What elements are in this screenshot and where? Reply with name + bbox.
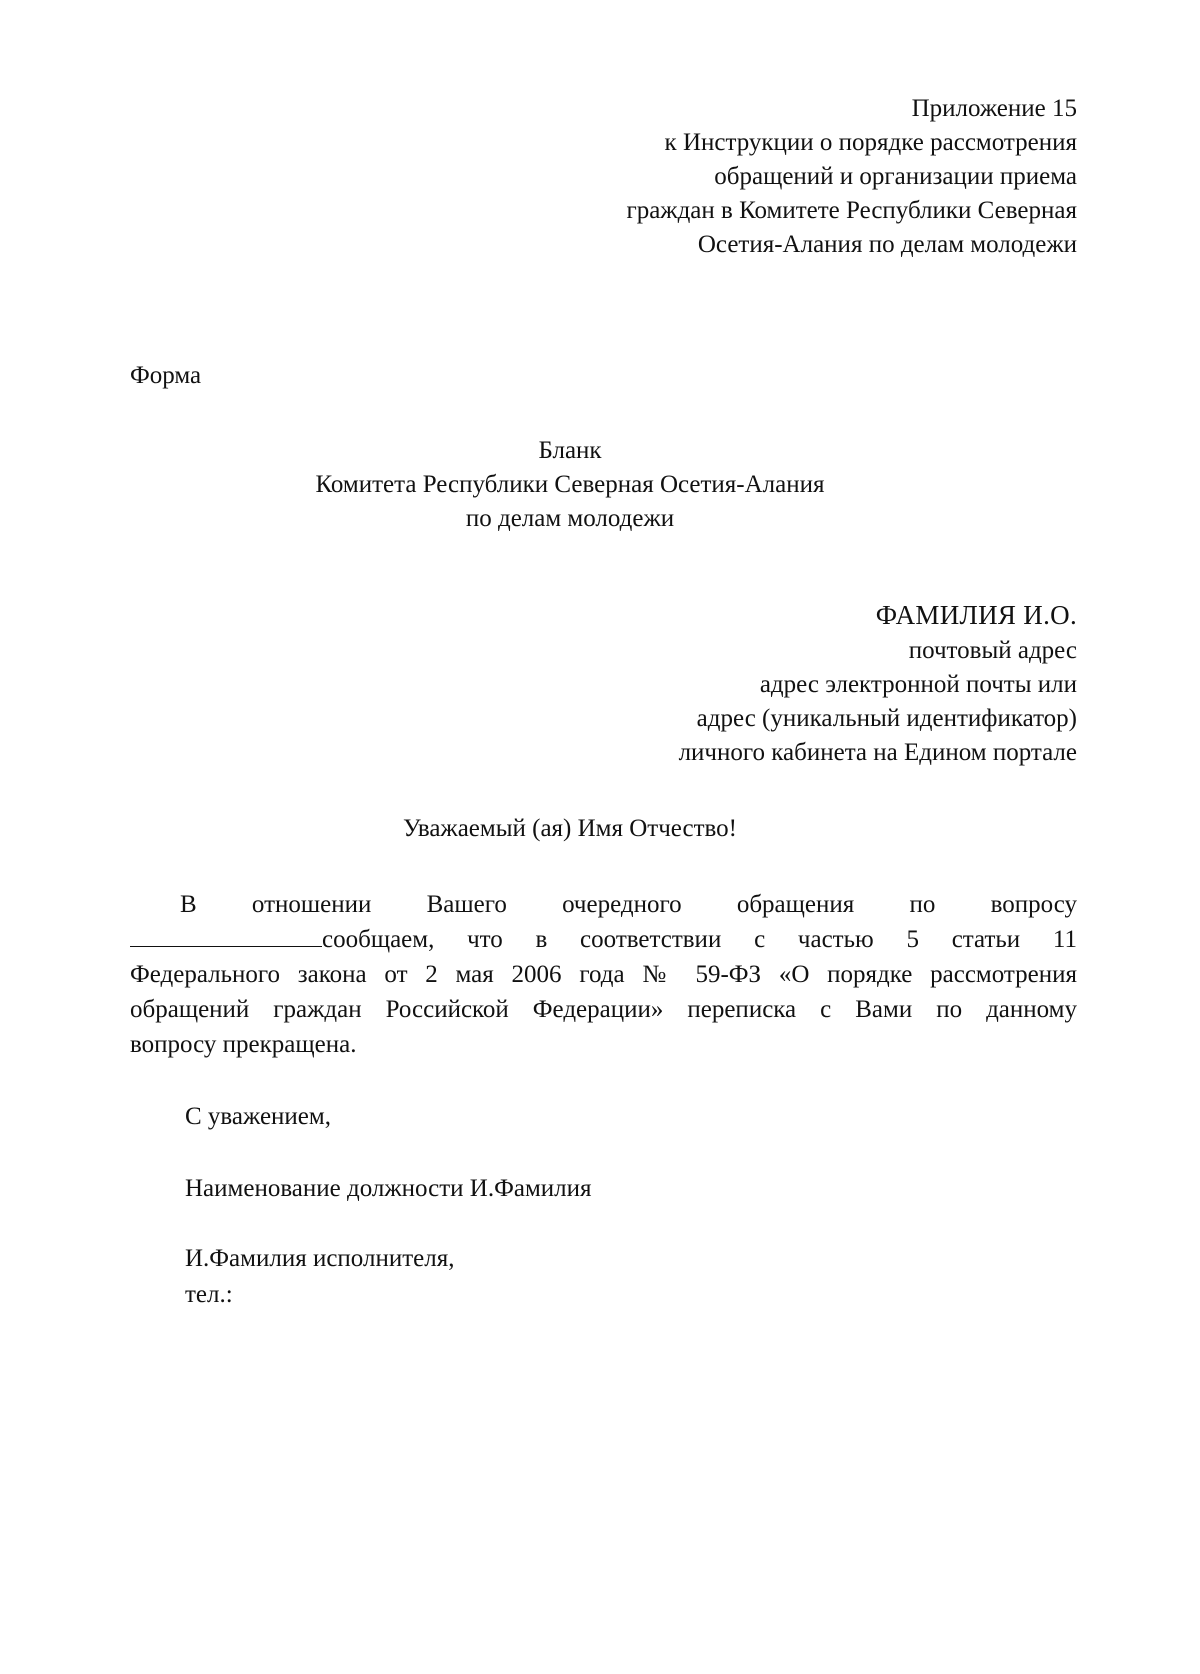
letterhead-blank <box>0 434 1140 536</box>
greeting: Уважаемый (ая) Имя Отчество! <box>402 815 738 842</box>
phone-line: тел.: <box>185 1281 233 1308</box>
executor-line: И.Фамилия исполнителя, <box>185 1245 455 1272</box>
recipient-line: личного кабинета на Едином портале <box>678 739 1077 766</box>
blank-title: Бланк <box>538 437 602 464</box>
appendix-line: Осетия-Алания по делам молодежи <box>697 231 1077 258</box>
recipient-line: адрес электронной почты или <box>759 671 1077 698</box>
recipient-block <box>679 598 1077 770</box>
signatory-line: Наименование должности И.Фамилия <box>185 1175 592 1202</box>
blank-line: Комитета Республики Северная Осетия-Алания <box>315 471 825 498</box>
form-label: Форма <box>130 362 202 389</box>
body-row: вопросу прекращена. <box>130 1031 357 1058</box>
body-row-text: сообщаем, что в соответствии с частью 5 статьи 11 <box>322 926 1077 953</box>
recipient-name: ФАМИЛИЯ И.О. <box>875 600 1077 630</box>
recipient-line: почтовый адрес <box>908 637 1077 664</box>
letter-body <box>130 887 1077 1062</box>
closing-phrase: С уважением, <box>185 1103 331 1130</box>
appendix-line: граждан в Комитете Республики Северная <box>626 197 1077 224</box>
appendix-line: к Инструкции о порядке рассмотрения <box>664 129 1077 156</box>
appendix-header <box>626 92 1077 262</box>
body-row: Федерального закона от 2 мая 2006 года № 59-ФЗ «О порядке рассмотрения <box>130 961 1077 988</box>
appendix-number: Приложение 15 <box>911 95 1077 122</box>
body-row <box>130 922 1077 957</box>
body-row: обращений граждан Российской Федерации» переписка с Вами по данному <box>130 996 1077 1023</box>
blank-line: по делам молодежи <box>465 505 675 532</box>
recipient-line: адрес (уникальный идентификатор) <box>696 705 1077 732</box>
body-row: В отношении Вашего очередного обращения по вопросу <box>180 891 1077 918</box>
appendix-line: обращений и организации приема <box>714 163 1077 190</box>
fill-in-blank <box>130 922 322 947</box>
